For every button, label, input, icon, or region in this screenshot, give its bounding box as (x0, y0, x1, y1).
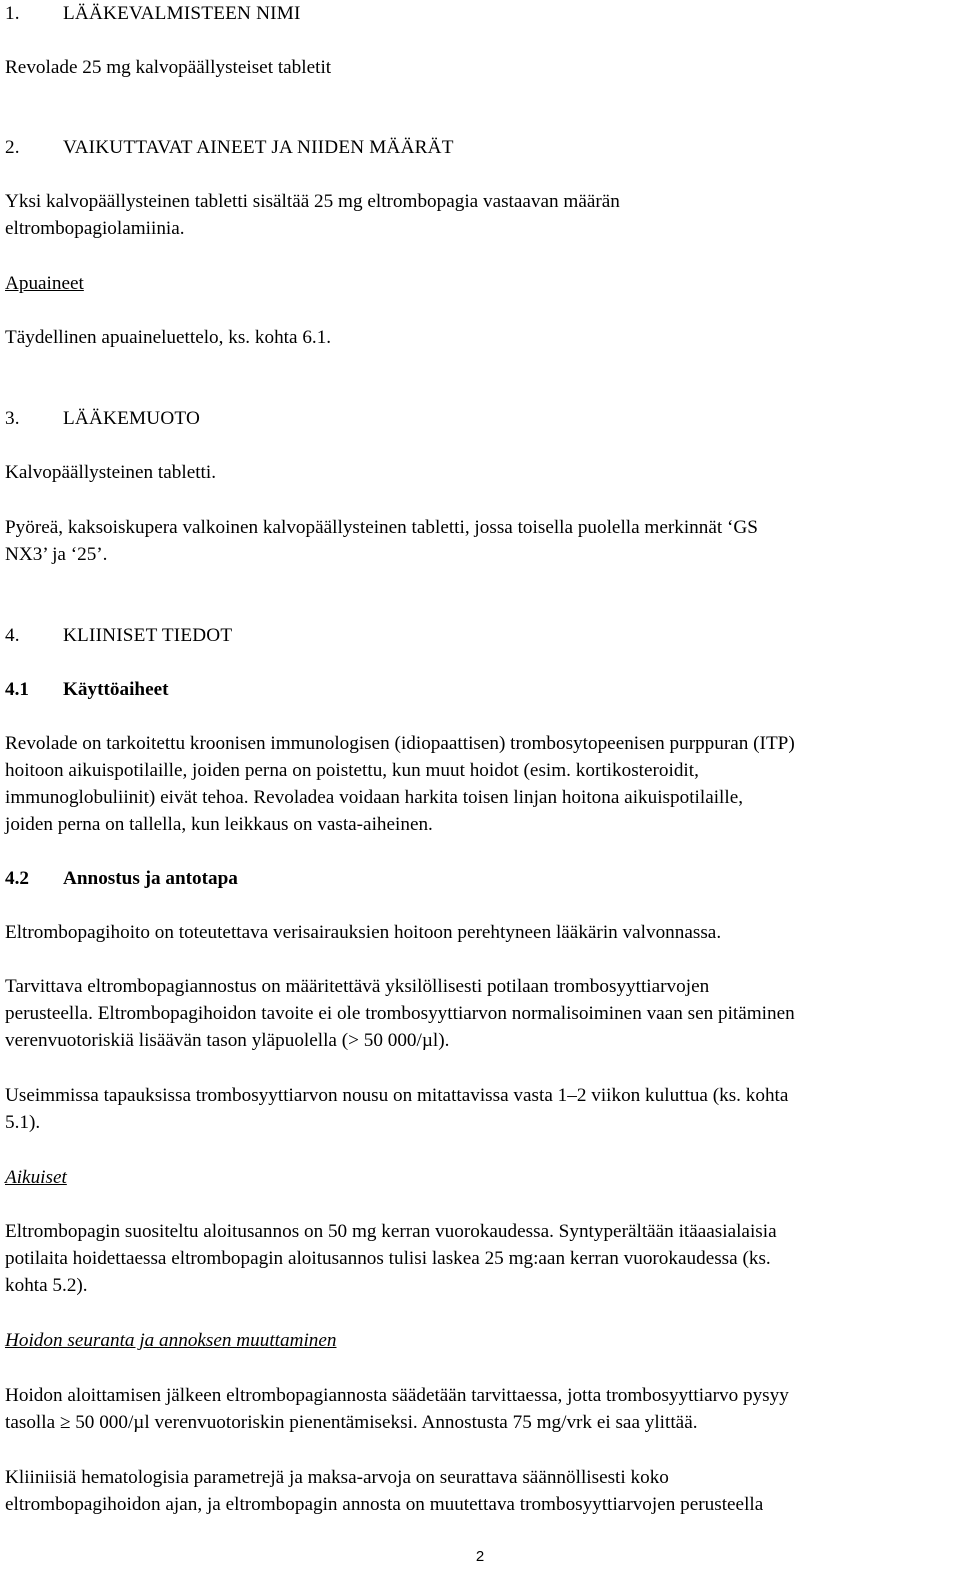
indications-line: hoitoon aikuispotilaille, joiden perna on poistettu, kun muut hoidot (esim. kortikosteroidit, (5, 760, 699, 781)
indications-line: Revolade on tarkoitettu kroonisen immunologisen (idiopaattisen) trombosytopeenisen purppuran (ITP) (5, 733, 795, 754)
posology-line: perusteella. Eltrombopagihoidon tavoite ei ole trombosyyttiarvon normalisoiminen vaan sen pitäminen (5, 1003, 795, 1024)
monitoring-heading: Hoidon seuranta ja annoksen muuttaminen (5, 1330, 337, 1351)
posology-line: 5.1). (5, 1112, 41, 1133)
section-number: 1. (5, 3, 20, 24)
subsection-number: 4.1 (5, 679, 29, 700)
posology-line: Useimmissa tapauksissa trombosyyttiarvon nousu on mitattavissa vasta 1–2 viikon kuluttua (ks. kohta (5, 1085, 789, 1106)
section-number: 2. (5, 137, 20, 158)
section-title: VAIKUTTAVAT AINEET JA NIIDEN MÄÄRÄT (63, 137, 454, 158)
section-2-heading (5, 134, 954, 161)
monitoring-line: Hoidon aloittamisen jälkeen eltrombopagiannosta säädetään tarvittaessa, jotta trombosyyttiarvo pysyy (5, 1385, 789, 1406)
adults-heading: Aikuiset (5, 1167, 67, 1188)
section-title: LÄÄKEVALMISTEEN NIMI (63, 3, 301, 24)
subsection-title: Annostus ja antotapa (63, 868, 238, 889)
monitoring-line: tasolla ≥ 50 000/µl verenvuotoriskin pienentämiseksi. Annostusta 75 mg/vrk ei saa ylittää. (5, 1412, 698, 1433)
indications-line: joiden perna on tallella, kun leikkaus on vasta-aiheinen. (5, 814, 433, 835)
monitoring-heading-row (5, 1327, 954, 1354)
section-number: 3. (5, 408, 20, 429)
section-4-heading (5, 622, 954, 649)
pharmaceutical-form: Kalvopäällysteinen tabletti. (5, 462, 216, 483)
subsection-title: Käyttöaiheet (63, 679, 169, 700)
subsection-4-2-heading (5, 865, 954, 892)
subsection-4-1-heading (5, 676, 954, 703)
monitoring-line: Kliiniisiä hematologisia parametrejä ja maksa-arvoja on seurattava säännöllisesti koko (5, 1467, 669, 1488)
page-number: 2 (475, 1548, 485, 1565)
composition-line: Yksi kalvopäällysteinen tabletti sisältää 25 mg eltrombopagia vastaavan määrän (5, 191, 620, 212)
section-title: LÄÄKEMUOTO (63, 408, 201, 429)
monitoring-line: eltrombopagihoidon ajan, ja eltrombopagin annosta on muutettava trombosyyttiarvojen perusteella (5, 1494, 764, 1515)
adults-dose-line: kohta 5.2). (5, 1275, 88, 1296)
product-name: Revolade 25 mg kalvopäällysteiset tabletit (5, 57, 332, 78)
section-number: 4. (5, 625, 20, 646)
excipients-heading: Apuaineet (5, 273, 84, 294)
composition-line: eltrombopagiolamiinia. (5, 218, 185, 239)
posology-paragraph: Eltrombopagihoito on toteutettava verisairauksien hoitoon perehtyneen lääkärin valvonnassa. (5, 922, 722, 943)
excipients-reference: Täydellinen apuaineluettelo, ks. kohta 6.1. (5, 327, 332, 348)
posology-line: Tarvittava eltrombopagiannostus on määritettävä yksilöllisesti potilaan trombosyyttiarvojen (5, 976, 710, 997)
section-3-heading (5, 405, 954, 432)
posology-line: verenvuotoriskiä lisäävän tason yläpuolella (> 50 000/µl). (5, 1030, 450, 1051)
indications-line: immunoglobuliinit) eivät tehoa. Revoladea voidaan harkita toisen linjan hoitona aikuispotilaille, (5, 787, 744, 808)
excipients-heading-row (5, 270, 954, 297)
adults-heading-row (5, 1164, 954, 1191)
tablet-description-line: NX3’ ja ‘25’. (5, 544, 108, 565)
section-title: KLIINISET TIEDOT (63, 625, 233, 646)
section-1-heading (5, 0, 954, 27)
adults-dose-line: Eltrombopagin suositeltu aloitusannos on 50 mg kerran vuorokaudessa. Syntyperältään itäaasialaisia (5, 1221, 777, 1242)
adults-dose-line: potilaita hoidettaessa eltrombopagin aloitusannos tulisi laskea 25 mg:aan kerran vuorokaudessa (ks. (5, 1248, 771, 1269)
subsection-number: 4.2 (5, 868, 29, 889)
tablet-description-line: Pyöreä, kaksoiskupera valkoinen kalvopäällysteinen tabletti, jossa toisella puolella merkinnät ‘GS (5, 517, 758, 538)
